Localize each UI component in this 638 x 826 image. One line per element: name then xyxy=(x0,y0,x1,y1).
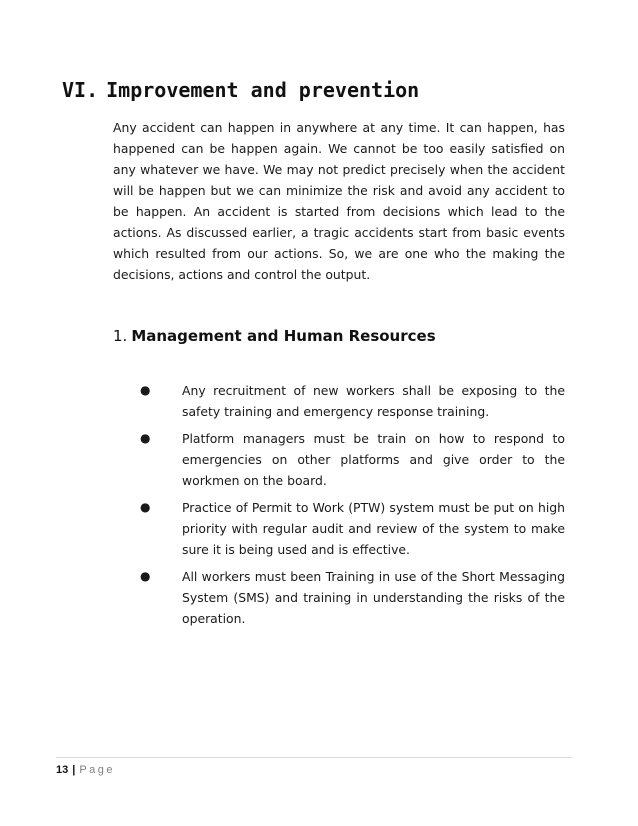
list-item xyxy=(140,428,565,491)
footer-divider xyxy=(56,757,572,758)
subsection-heading xyxy=(113,327,436,345)
subsection-title: Management and Human Resources xyxy=(131,327,436,345)
list-item-text: All workers must been Training in use of the Short Messaging System (SMS) and training in understanding the risks of the operation. xyxy=(182,569,565,626)
page-label: Page xyxy=(79,764,116,776)
list-item-text: Any recruitment of new workers shall be exposing to the safety training and emergency response training. xyxy=(182,383,565,419)
list-item xyxy=(140,497,565,560)
intro-paragraph: Any accident can happen in anywhere at any time. It can happen, has happened can be happen again. We cannot be too easily satisfied on any whatever we have. We may not predict precisely when the accident will be happen but we can minimize the risk and avoid any accident to be happen. An accident is started from decisions which lead to the actions. As discussed earlier, a tragic accidents start from basic events which resulted from our actions. So, we are one who the making the decisions, actions and control the output. xyxy=(113,120,565,282)
list-item xyxy=(140,380,565,422)
list-item-text: Platform managers must be train on how to respond to emergencies on other platforms and give order to the workmen on the board. xyxy=(182,431,565,488)
section-title: Improvement and prevention xyxy=(106,78,420,102)
footer-separator: | xyxy=(72,764,76,776)
subsection-number: 1. xyxy=(113,327,128,345)
page-footer xyxy=(56,764,115,776)
list-item xyxy=(140,566,565,629)
bullet-icon: ● xyxy=(140,569,151,583)
bullet-icon: ● xyxy=(140,383,151,397)
section-heading xyxy=(62,78,419,102)
bullet-list xyxy=(140,380,565,635)
list-item-text: Practice of Permit to Work (PTW) system must be put on high priority with regular audit and review of the system to make sure it is being used and is effective. xyxy=(182,500,565,557)
bullet-icon: ● xyxy=(140,431,151,445)
section-number: VI. xyxy=(62,78,99,102)
page-number: 13 xyxy=(56,764,69,776)
bullet-icon: ● xyxy=(140,500,151,514)
